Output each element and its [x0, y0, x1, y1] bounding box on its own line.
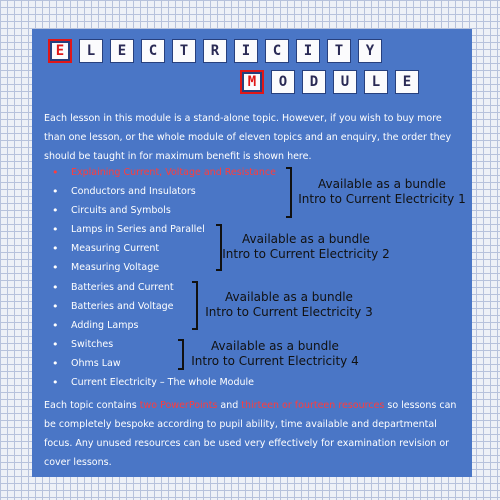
- title-letter-tile: T: [172, 39, 196, 63]
- list-item: • Adding Lamps: [52, 316, 276, 335]
- list-item: • Switches: [52, 335, 276, 354]
- bundle-line: Available as a bundle: [225, 290, 353, 304]
- list-item: • Batteries and Voltage: [52, 297, 276, 316]
- title-letter-tile: E: [110, 39, 134, 63]
- title-letter-tile: I: [234, 39, 258, 63]
- title-letter-tile: L: [79, 39, 103, 63]
- title-letter-tile: C: [265, 39, 289, 63]
- bundle-name: Intro to Current Electricity 4: [191, 354, 359, 368]
- title-letter-tile: C: [141, 39, 165, 63]
- outro-paragraph: [44, 396, 464, 472]
- title-letter-tile: U: [333, 70, 357, 94]
- title-letter-tile: Y: [358, 39, 382, 63]
- title-letter-tile: T: [327, 39, 351, 63]
- bundle-line: Available as a bundle: [242, 232, 370, 246]
- bundle-line: Available as a bundle: [318, 177, 446, 191]
- intro-paragraph: Each lesson in this module is a stand-alone topic. However, if you wish to buy more than one lesson, or the whole module of eleven topics and an enquiry, the order they should be taught in for maximum benefit is shown here.: [44, 113, 452, 162]
- bundle-label-1: [292, 177, 472, 207]
- outro-text: so lessons can be completely bespoke according to pupil ability, time available and departmental focus. Any unused resources can be used very effectively for examination revision or cover lessons.: [44, 400, 457, 468]
- bundle-name: Intro to Current Electricity 2: [222, 247, 390, 261]
- title-letter-tile: M: [240, 70, 264, 94]
- list-item: • Measuring Current: [52, 239, 276, 258]
- title-letter-tile: R: [203, 39, 227, 63]
- title-letter-tile: L: [364, 70, 388, 94]
- highlight-powerpoints: two PowerPoints: [139, 400, 218, 411]
- bundle-label-3: [198, 290, 380, 320]
- title-letter-tile: E: [395, 70, 419, 94]
- bundle-line: Available as a bundle: [211, 339, 339, 353]
- bundle-name: Intro to Current Electricity 1: [298, 192, 466, 206]
- list-item: • Conductors and Insulators: [52, 182, 276, 201]
- list-item: • Lamps in Series and Parallel: [52, 220, 276, 239]
- list-item: • Measuring Voltage: [52, 258, 276, 277]
- title-word-module: [240, 70, 426, 94]
- title-letter-tile: D: [302, 70, 326, 94]
- list-item: • Ohms Law: [52, 354, 276, 373]
- title-letter-tile: O: [271, 70, 295, 94]
- highlight-resources: thirteen or fourteen resources: [241, 400, 385, 411]
- bundle-name: Intro to Current Electricity 3: [205, 305, 373, 319]
- title-word-electricity: [48, 39, 389, 63]
- bundle-label-2: [222, 232, 390, 262]
- list-item: • Batteries and Current: [52, 278, 276, 297]
- list-item: • Explaining Current, Voltage and Resistance: [52, 163, 276, 182]
- list-item: • Circuits and Symbols: [52, 201, 276, 220]
- bundle-label-4: [182, 339, 368, 369]
- title-letter-tile: E: [48, 39, 72, 63]
- list-item: • Current Electricity – The whole Module: [52, 373, 276, 392]
- outro-text: and: [217, 400, 242, 411]
- title-letter-tile: I: [296, 39, 320, 63]
- outro-text: Each topic contains: [44, 400, 140, 411]
